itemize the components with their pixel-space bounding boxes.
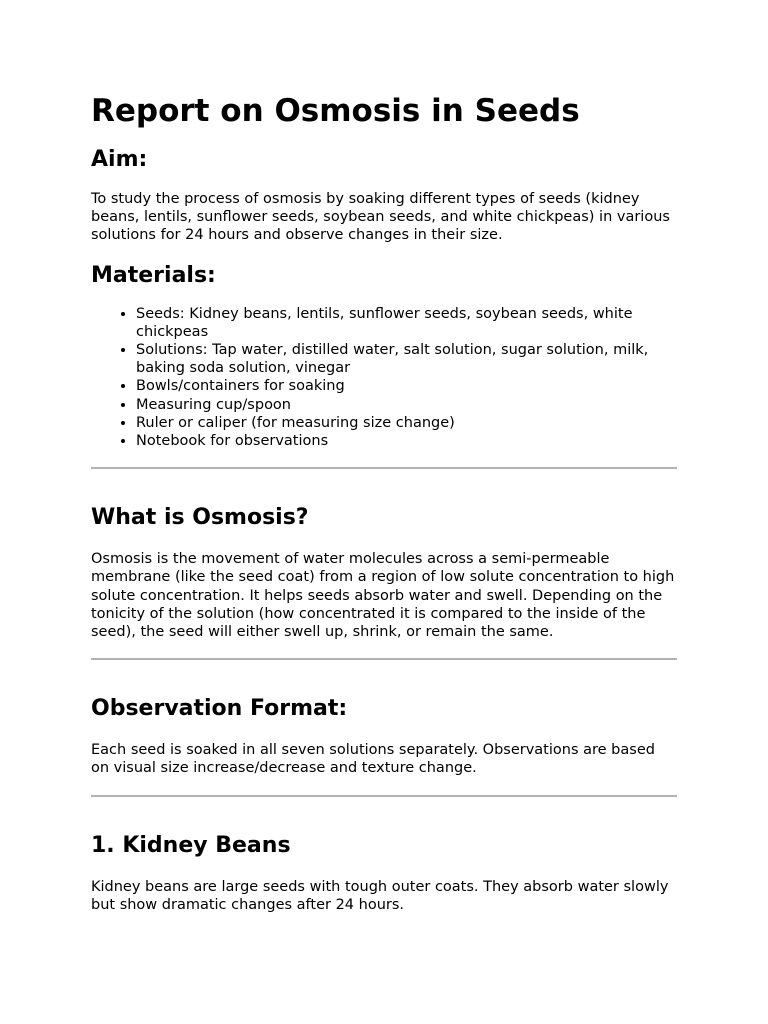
observation-paragraph: Each seed is soaked in all seven solutions separately. Observations are based on visual size increase/decrease and texture change. xyxy=(91,742,655,777)
divider xyxy=(91,658,677,660)
list-item: • Notebook for observations xyxy=(136,432,677,450)
aim-paragraph: To study the process of osmosis by soaking different types of seeds (kidney beans, lentils, sunflower seeds, soybean seeds, and white chickpeas) in various solutions for 24 hours and observe changes in their size. xyxy=(91,191,670,244)
list-item: • Ruler or caliper (for measuring size change) xyxy=(136,414,677,432)
list-item: • Solutions: Tap water, distilled water, salt solution, sugar solution, milk, baking soda solution, vinegar xyxy=(136,341,677,377)
observation-heading: Observation Format: xyxy=(91,696,348,722)
osmosis-paragraph: Osmosis is the movement of water molecules across a semi-permeable membrane (like the seed coat) from a region of low solute concentration to high solute concentration. It helps seeds absorb water and swell. Depending on the tonicity of the solution (how concentrated it is compared to the inside of the seed), the seed will either swell up, shrink, or remain the same. xyxy=(91,551,675,641)
osmosis-heading: What is Osmosis? xyxy=(91,505,309,531)
aim-heading: Aim: xyxy=(91,147,148,172)
list-item: • Bowls/containers for soaking xyxy=(136,377,677,395)
divider xyxy=(91,467,677,469)
materials-list xyxy=(91,305,677,451)
page-title: Report on Osmosis in Seeds xyxy=(91,93,580,129)
list-item: • Seeds: Kidney beans, lentils, sunflower seeds, soybean seeds, white chickpeas xyxy=(136,305,677,341)
materials-heading: Materials: xyxy=(91,262,216,288)
kidney-beans-paragraph: Kidney beans are large seeds with tough outer coats. They absorb water slowly but show dramatic changes after 24 hours. xyxy=(91,878,669,913)
kidney-beans-heading: 1. Kidney Beans xyxy=(91,832,291,858)
divider xyxy=(91,795,677,797)
list-item: • Measuring cup/spoon xyxy=(136,396,677,414)
